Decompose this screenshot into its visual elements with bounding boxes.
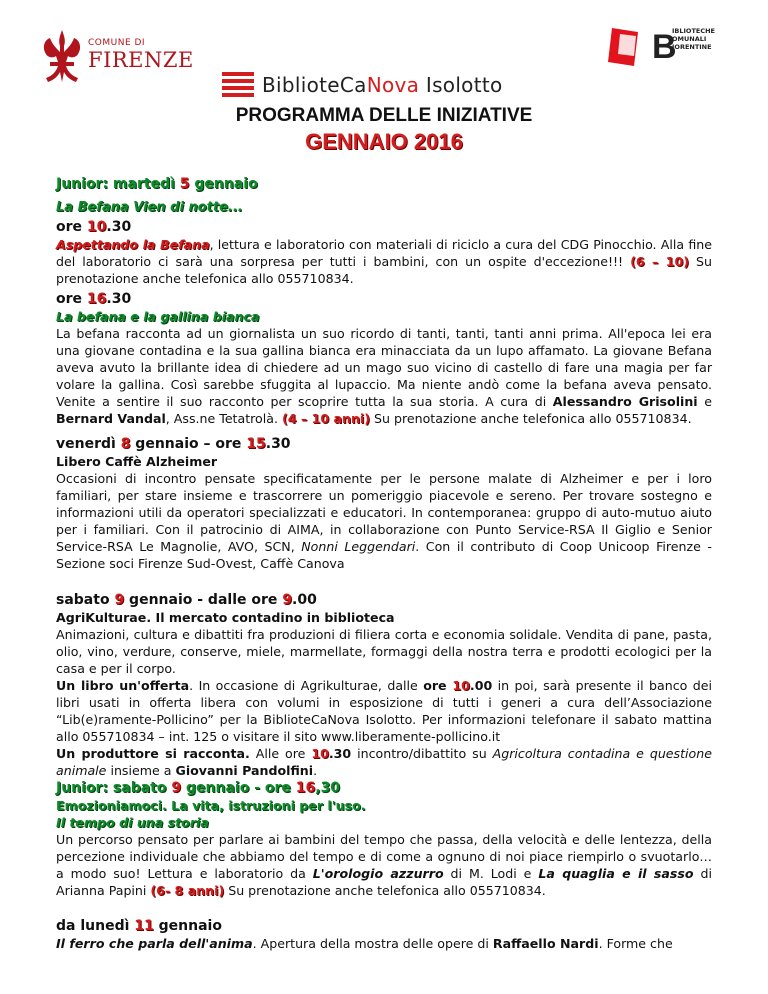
event-alzheimer-cafe: [56, 436, 712, 572]
event-heading: Junior: martedì 5 gennaio: [56, 176, 258, 192]
event-subtitle: Emozioniamoci. La vita, istruzioni per l'uso.: [56, 798, 366, 813]
event-heading: venerdì 8 gennaio – ore 15.30: [56, 436, 291, 452]
comune-di-label: COMUNE DI: [88, 38, 146, 48]
event-heading: Junior: sabato 9 gennaio - ore 16,30: [56, 780, 341, 796]
brand-stripes-icon: [222, 71, 256, 101]
month-title: GENNAIO 2016: [305, 129, 463, 154]
biblioteche-text: IBLIOTECHE OMUNALI IORENTINE: [672, 27, 715, 51]
event-emozioniamoci: [56, 780, 712, 899]
event-description-2: La befana racconta ad un giornalista un suo ricordo di tanti, tanti, tanti anni prima. All'epoca lei era una giovane contadina e la sua gallina bianca era minacciata da un lupo affamato. La giovane Befana aveva avuto la brillante idea di chiedere ad un mago suo vicino di castello di fare una magia per far volare la gallina. Così sarebbe sfuggita al lupaccio. Ma niente andò come la befana aveva pensato. Venite a sentire il suo racconto per scoprire tutta la sua storia. A cura di Alessandro Grisolini e Bernard Vandal, Ass.ne Tetatrolà. (4 – 10 anni) Su prenotazione anche telefonica allo 055710834.: [56, 326, 712, 426]
event-time: ore 10.30: [56, 219, 132, 235]
event-description: Un percorso pensato per parlare ai bambini del tempo che passa, della velocità e delle lentezza, della percezione individuale che abbiamo del tempo e di come a ognuno di noi piace riempirlo o svuotarlo… a modo suo! Lettura e laboratorio da L'orologio azzurro di M. Lodi e La quaglia e il sasso di Arianna Papini (6- 8 anni) Su prenotazione anche telefonica allo 055710834.: [56, 832, 712, 898]
firenze-label: FIRENZE: [88, 48, 194, 72]
event-description: Animazioni, cultura e dibattiti fra produzioni di filiera corta e economia solidale. Vendita di pane, pasta, olio, vino, verdure, conserve, miele, marmellate, formaggi della nostra terra e prodotti ecologici per la casa e per il corpo.: [56, 627, 712, 676]
event-subtitle: AgriKulturae. Il mercato contadino in biblioteca: [56, 610, 395, 625]
event-subtitle-2: La befana e la gallina bianca: [56, 309, 260, 324]
event-befana: [56, 176, 712, 427]
event-time-2: ore 16.30: [56, 291, 132, 307]
producer-paragraph: Un produttore si racconta. Alle ore 10.30 incontro/dibattito su Agricoltura contadina e questione animale insieme a Giovanni Pandolfini.: [56, 746, 712, 778]
event-mostra-nardi: [56, 918, 712, 952]
event-description: Il ferro che parla dell'anima. Apertura della mostra delle opere di Raffaello Nardi. Forme che: [56, 936, 673, 951]
book-offer-paragraph: Un libro un'offerta. In occasione di Agrikulturae, dalle ore 10.00 in poi, sarà presente il banco dei libri usati in offerta libera con volumi in esposizione di tutti i generi a cura dell’Associazione “Lib(e)ramente-Pollicino” per la BiblioteCaNova Isolotto. Per informazioni telefonare il sabato mattina allo 055710834 – int. 125 o visitare il sito www.liberamente-pollicino.it: [56, 678, 712, 744]
event-heading: da lunedì 11 gennaio: [56, 918, 222, 934]
event-subtitle: Libero Caffè Alzheimer: [56, 454, 218, 469]
event-description: Occasioni di incontro pensate specificatamente per le persone malate di Alzheimer e per i loro familiari, per stare insieme e trascorrere un pomeriggio piacevole e sereno. Per trovare sostegno e informazioni utili da operatori specializzati e educatori. In contemporanea: gruppo di auto-mutuo aiuto per i familiari. Con il patrocinio di AIMA, in collaborazione con Punto Service-RSA Il Giglio e Senior Service-RSA Le Magnolie, AVO, SCN, Nonni Leggendari. Con il contributo di Coop Unicoop Firenze - Sezione soci Firenze Sud-Ovest, Caffè Canova: [56, 471, 712, 571]
event-subtitle: La Befana Vien di notte...: [56, 200, 243, 215]
bibliotecanova-isolotto-logo: [222, 71, 562, 103]
biblioteche-comunali-logo: [608, 22, 728, 70]
event-agrikulturae: [56, 592, 712, 779]
event-subtitle-2: Il tempo di una storia: [56, 815, 209, 830]
page-title: PROGRAMMA DELLE INIZIATIVE: [235, 105, 533, 126]
svg-text:B: B: [652, 28, 677, 66]
florence-lily-icon: [40, 28, 84, 84]
event-heading: sabato 9 gennaio - dalle ore 9.00: [56, 592, 317, 608]
comune-firenze-logo: [40, 28, 194, 88]
brand-name: BiblioteCaNova Isolotto: [262, 73, 503, 97]
event-description: Aspettando la Befana, lettura e laboratorio con materiali di riciclo a cura del CDG Pinocchio. Alla fine del laboratorio ci sarà una sorpresa per tutti i bambini, con un ospite d'eccezione!!! (6 – 10) Su prenotazione anche telefonica allo 055710834.: [56, 237, 712, 286]
biblioteche-b-icon: [608, 22, 677, 70]
